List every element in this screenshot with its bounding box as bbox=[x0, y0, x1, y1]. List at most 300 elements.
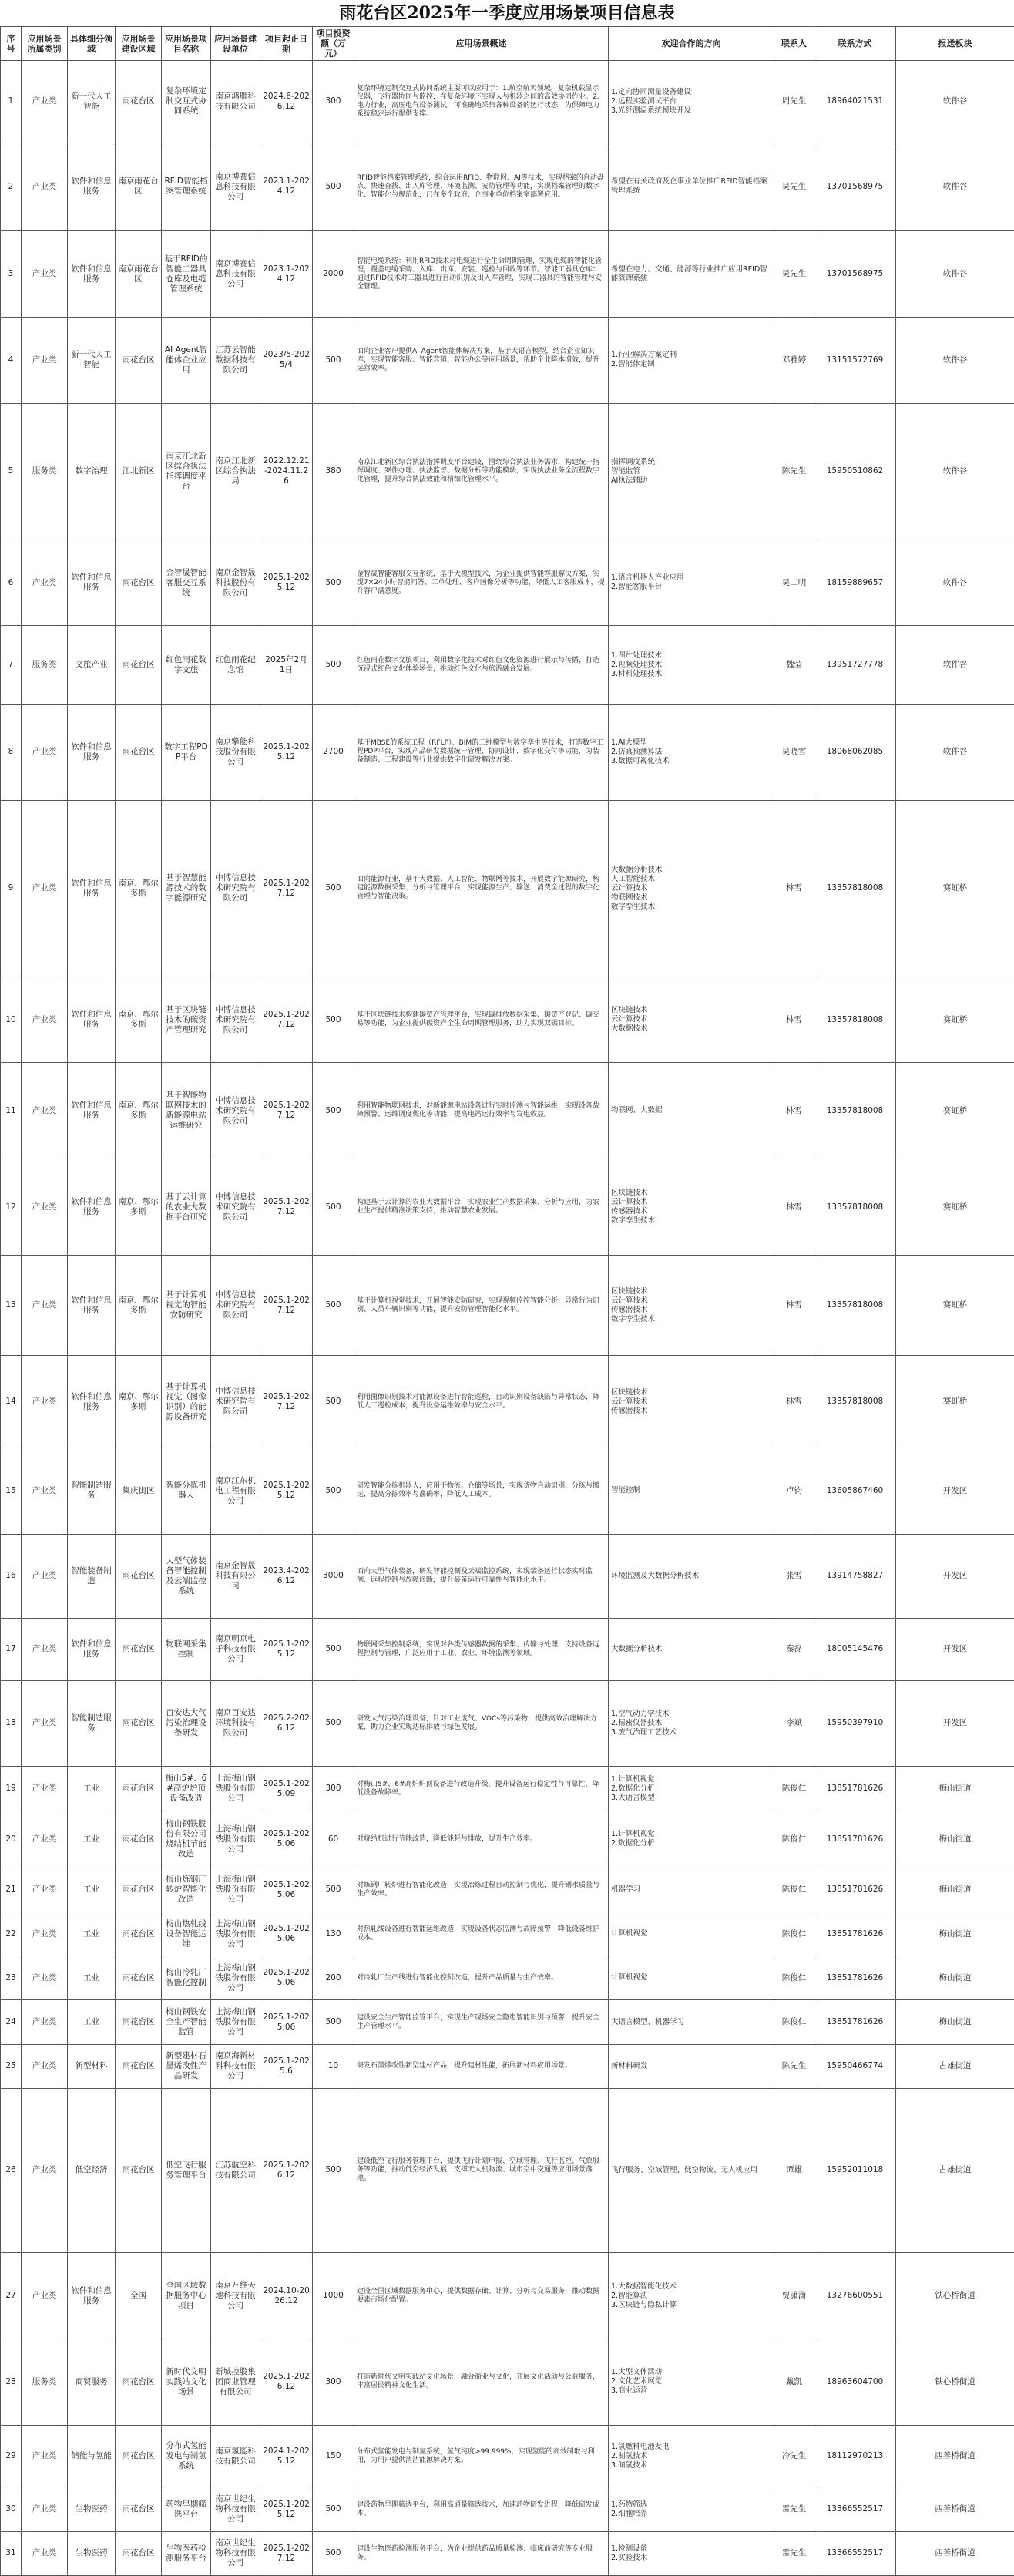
project-name-cell: 梅山炼钢厂转炉智能化改造 bbox=[162, 1868, 211, 1912]
board-cell: 开发区 bbox=[896, 1618, 1014, 1680]
contact-cell: 陈俊仁 bbox=[774, 1811, 814, 1868]
field-cell: 生物医药 bbox=[68, 2487, 116, 2531]
phone-cell: 13357818008 bbox=[814, 1063, 896, 1159]
field-cell: 软件和信息服务 bbox=[68, 143, 116, 230]
unit-cell: 红色雨花纪念馆 bbox=[211, 626, 260, 704]
field-cell: 工业 bbox=[68, 1956, 116, 2000]
unit-cell: 中博信息技术研究院有限公司 bbox=[211, 1256, 260, 1356]
table-row bbox=[1, 1767, 1014, 1811]
category-cell: 产业类 bbox=[22, 2487, 68, 2531]
board-cell: 软件谷 bbox=[896, 61, 1014, 143]
category-cell: 产业类 bbox=[22, 2044, 68, 2088]
row-number: 1 bbox=[1, 61, 22, 143]
table-row bbox=[1, 1356, 1014, 1448]
cooperation-cell: 大语言模型、机器学习 bbox=[609, 2000, 774, 2044]
header-cell: 应用场景建设单位 bbox=[211, 27, 260, 61]
phone-cell: 18963604700 bbox=[814, 2339, 896, 2425]
investment-cell: 3000 bbox=[313, 1534, 354, 1618]
area-cell: 雨花台区 bbox=[116, 2487, 162, 2531]
date-cell: 2022.12.21-2024.11.26 bbox=[260, 403, 313, 540]
board-cell: 铁心桥街道 bbox=[896, 2253, 1014, 2339]
investment-cell: 2000 bbox=[313, 231, 354, 318]
header-cell: 应用场景建设区域 bbox=[116, 27, 162, 61]
unit-cell: 南京江东机电工程有限公司 bbox=[211, 1448, 260, 1534]
date-cell: 2025.1-2025.12 bbox=[260, 2487, 313, 2531]
phone-cell: 13851781626 bbox=[814, 1767, 896, 1811]
board-cell: 梅山街道 bbox=[896, 2000, 1014, 2044]
date-cell: 2025.2-2026.12 bbox=[260, 1680, 313, 1767]
unit-cell: 南京百安达环境科技有限公司 bbox=[211, 1680, 260, 1767]
category-cell: 产业类 bbox=[22, 1534, 68, 1618]
unit-cell: 中博信息技术研究院有限公司 bbox=[211, 800, 260, 977]
cooperation-cell: 希望在电力、交通、能源等行业推广应用RFID智能管理系统 bbox=[609, 231, 774, 318]
category-cell: 产业类 bbox=[22, 800, 68, 977]
table-row bbox=[1, 2253, 1014, 2339]
field-cell: 软件和信息服务 bbox=[68, 1356, 116, 1448]
investment-cell: 500 bbox=[313, 2487, 354, 2531]
board-cell: 软件谷 bbox=[896, 317, 1014, 403]
row-number: 5 bbox=[1, 403, 22, 540]
contact-cell: 吴二明 bbox=[774, 540, 814, 626]
date-cell: 2025.1-2025.12 bbox=[260, 540, 313, 626]
row-number: 16 bbox=[1, 1534, 22, 1618]
category-cell: 产业类 bbox=[22, 2000, 68, 2044]
description-cell: 基于计算机视觉技术，开展智能安防研究，实现视频监控智能分析、异常行为识别、人员车辆识别等功能，提升安防管理智能化水平。 bbox=[354, 1256, 609, 1356]
field-cell: 工业 bbox=[68, 2000, 116, 2044]
table-row bbox=[1, 540, 1014, 626]
board-cell: 软件谷 bbox=[896, 704, 1014, 800]
table-row bbox=[1, 1256, 1014, 1356]
investment-cell: 300 bbox=[313, 61, 354, 143]
area-cell: 雨花台区 bbox=[116, 626, 162, 704]
description-cell: 智能电缆系统：利用RFID技术对电缆进行全生命周期管理，实现电缆的智能化管理，覆盖电缆采购、入库、出库、安装、巡检与回收等环节。智能工器具仓库：通过RFID技术对工器具进行自动识别及出入库管理，实现工器具的智能管理与安全管理。 bbox=[354, 231, 609, 318]
row-number: 7 bbox=[1, 626, 22, 704]
description-cell: 利用图像识别技术对能源设备进行智能巡检，自动识别设备缺陷与异常状态，降低人工巡检成本，提升设备运维效率与安全水平。 bbox=[354, 1356, 609, 1448]
phone-cell: 18112970213 bbox=[814, 2425, 896, 2487]
area-cell: 江北新区 bbox=[116, 403, 162, 540]
row-number: 17 bbox=[1, 1618, 22, 1680]
unit-cell: 南京博赛信息科技有限公司 bbox=[211, 231, 260, 318]
unit-cell: 中博信息技术研究院有限公司 bbox=[211, 1063, 260, 1159]
investment-cell: 300 bbox=[313, 1767, 354, 1811]
field-cell: 智能制造服务 bbox=[68, 1448, 116, 1534]
field-cell: 低空经济 bbox=[68, 2088, 116, 2252]
contact-cell: 周先生 bbox=[774, 61, 814, 143]
table-row bbox=[1, 626, 1014, 704]
investment-cell: 500 bbox=[313, 2531, 354, 2575]
table-row bbox=[1, 1448, 1014, 1534]
date-cell: 2024.6-2026.12 bbox=[260, 61, 313, 143]
unit-cell: 南京博赛信息科技有限公司 bbox=[211, 143, 260, 230]
description-cell: 建设药物早期筛选平台，利用高通量筛选技术，加速药物研发进程，降低研发成本。 bbox=[354, 2487, 609, 2531]
date-cell: 2025.1-2026.12 bbox=[260, 2088, 313, 2252]
header-cell: 应用场景概述 bbox=[354, 27, 609, 61]
row-number: 10 bbox=[1, 977, 22, 1063]
row-number: 2 bbox=[1, 143, 22, 230]
area-cell: 集庆街区 bbox=[116, 1448, 162, 1534]
contact-cell: 陈先生 bbox=[774, 2044, 814, 2088]
table-row bbox=[1, 1618, 1014, 1680]
description-cell: 研发大气污染治理设备，针对工业废气、VOCs等污染物，提供高效治理解决方案，助力企业实现达标排放与绿色发展。 bbox=[354, 1680, 609, 1767]
area-cell: 雨花台区 bbox=[116, 2088, 162, 2252]
contact-cell: 陈俊仁 bbox=[774, 1956, 814, 2000]
cooperation-cell: 计算机视觉 bbox=[609, 1956, 774, 2000]
date-cell: 2025.1-2027.12 bbox=[260, 977, 313, 1063]
cooperation-cell: 区块链技术 云计算技术 大数据技术 bbox=[609, 977, 774, 1063]
phone-cell: 13357818008 bbox=[814, 1256, 896, 1356]
category-cell: 服务类 bbox=[22, 626, 68, 704]
row-number: 8 bbox=[1, 704, 22, 800]
investment-cell: 500 bbox=[313, 317, 354, 403]
project-name-cell: 数字工程PDP平台 bbox=[162, 704, 211, 800]
investment-cell: 200 bbox=[313, 1956, 354, 2000]
field-cell: 工业 bbox=[68, 1912, 116, 1956]
table-row bbox=[1, 1868, 1014, 1912]
contact-cell: 陈俊仁 bbox=[774, 2000, 814, 2044]
category-cell: 产业类 bbox=[22, 1811, 68, 1868]
investment-cell: 500 bbox=[313, 540, 354, 626]
cooperation-cell: 1.计算机视觉 2.数据化分析 3.大语言模型 bbox=[609, 1767, 774, 1811]
table-row bbox=[1, 2044, 1014, 2088]
contact-cell: 张雪 bbox=[774, 1534, 814, 1618]
unit-cell: 江苏航空科技有限公司 bbox=[211, 2088, 260, 2252]
area-cell: 南京、鄂尔多斯 bbox=[116, 1356, 162, 1448]
project-name-cell: 复杂环境定制交互式协同系统 bbox=[162, 61, 211, 143]
cooperation-cell: 1.语言机器人产业应用 2.智能客服平台 bbox=[609, 540, 774, 626]
row-number: 9 bbox=[1, 800, 22, 977]
description-cell: 金智晟智能客服交互系统，基于大模型技术，为企业提供智能客服解决方案，实现7×24小时智能问答、工单处理、客户画像分析等功能，降低人工客服成本，提升客户满意度。 bbox=[354, 540, 609, 626]
cooperation-cell: 机器学习 bbox=[609, 1868, 774, 1912]
date-cell: 2025年2月1日 bbox=[260, 626, 313, 704]
phone-cell: 15950397910 bbox=[814, 1680, 896, 1767]
project-name-cell: 低空飞行服务管理平台 bbox=[162, 2088, 211, 2252]
date-cell: 2023.4-2026.12 bbox=[260, 1534, 313, 1618]
cooperation-cell: 1.AI大模型 2.仿真预测算法 3.数据可视化技术 bbox=[609, 704, 774, 800]
investment-cell: 500 bbox=[313, 1356, 354, 1448]
investment-cell: 500 bbox=[313, 800, 354, 977]
date-cell: 2025.1-2025.09 bbox=[260, 1767, 313, 1811]
phone-cell: 13605867460 bbox=[814, 1448, 896, 1534]
category-cell: 产业类 bbox=[22, 1767, 68, 1811]
field-cell: 新一代人工智能 bbox=[68, 61, 116, 143]
table-row bbox=[1, 2487, 1014, 2531]
unit-cell: 南京氢能科技有限公司 bbox=[211, 2425, 260, 2487]
description-cell: 物联网采集控制系统，实现对各类传感器数据的采集、传输与处理，支持设备远程控制与管理，广泛应用于工业、农业、环境监测等领域。 bbox=[354, 1618, 609, 1680]
date-cell: 2023.1-2024.12 bbox=[260, 231, 313, 318]
board-cell: 赛虹桥 bbox=[896, 1356, 1014, 1448]
phone-cell: 18005145476 bbox=[814, 1618, 896, 1680]
cooperation-cell: 1.药物筛选 2.细胞培养 bbox=[609, 2487, 774, 2531]
date-cell: 2025.1-2025.06 bbox=[260, 1956, 313, 2000]
field-cell: 生物医药 bbox=[68, 2531, 116, 2575]
phone-cell: 13851781626 bbox=[814, 1811, 896, 1868]
row-number: 3 bbox=[1, 231, 22, 318]
field-cell: 数字治理 bbox=[68, 403, 116, 540]
description-cell: RFID智能档案管理系统，综合运用RFID、物联网、AI等技术，实现档案的自动盘点、快速查找、出入库管理、环境监测、安防管理等功能，实现档案管理的数字化、智能化与规范化，已在多个政府、企事业单位档案室部署应用。 bbox=[354, 143, 609, 230]
header-cell: 项目起止日期 bbox=[260, 27, 313, 61]
cooperation-cell: 物联网、大数据 bbox=[609, 1063, 774, 1159]
project-name-cell: 基于智能物联网技术的新能源电站运维研究 bbox=[162, 1063, 211, 1159]
row-number: 21 bbox=[1, 1868, 22, 1912]
page-title: 雨花台区2025年一季度应用场景项目信息表 bbox=[339, 3, 675, 23]
cooperation-cell: 1.定向协同测量设备建设 2.远程实验测试平台 3.光纤测温系统模块开发 bbox=[609, 61, 774, 143]
date-cell: 2025.1-2025.12 bbox=[260, 704, 313, 800]
area-cell: 雨花台区 bbox=[116, 1811, 162, 1868]
project-name-cell: 基于区块链技术的碳资产管理研究 bbox=[162, 977, 211, 1063]
description-cell: 南京江北新区综合执法指挥调度平台建设，围绕综合执法业务需求，构建统一指挥调度、案件办理、执法监督、数据分析等功能模块，实现执法业务全流程数字化管理，提升综合执法效能和精细化管理水平。 bbox=[354, 403, 609, 540]
contact-cell: 吴晓雪 bbox=[774, 704, 814, 800]
unit-cell: 南京金智晟科技股份有限公司 bbox=[211, 540, 260, 626]
project-name-cell: 新型建材石墨烯改性产品研发 bbox=[162, 2044, 211, 2088]
row-number: 31 bbox=[1, 2531, 22, 2575]
date-cell: 2025.1-2027.12 bbox=[260, 1256, 313, 1356]
unit-cell: 上海梅山钢铁股份有限公司 bbox=[211, 1868, 260, 1912]
investment-cell: 380 bbox=[313, 403, 354, 540]
area-cell: 雨花台区 bbox=[116, 2531, 162, 2575]
date-cell: 2025.1-2025.06 bbox=[260, 1811, 313, 1868]
project-name-cell: 红色雨花数字文旅 bbox=[162, 626, 211, 704]
contact-cell: 戴凯 bbox=[774, 2339, 814, 2425]
header-cell: 应用场景项目名称 bbox=[162, 27, 211, 61]
area-cell: 雨花台区 bbox=[116, 1868, 162, 1912]
category-cell: 产业类 bbox=[22, 1618, 68, 1680]
phone-cell: 13851781626 bbox=[814, 1956, 896, 2000]
unit-cell: 南京世纪生物科技有限公司 bbox=[211, 2531, 260, 2575]
category-cell: 产业类 bbox=[22, 1356, 68, 1448]
description-cell: 利用智能物联网技术，对新能源电站设备进行实时监测与智能运维，实现设备故障预警、运维调度优化等功能，提高电站运行效率与发电收益。 bbox=[354, 1063, 609, 1159]
board-cell: 梅山街道 bbox=[896, 1912, 1014, 1956]
unit-cell: 南京鸿雁科技有限公司 bbox=[211, 61, 260, 143]
description-cell: 建设全国区域数据服务中心，提供数据存储、计算、分析与交易服务，推动数据要素市场化配置。 bbox=[354, 2253, 609, 2339]
project-name-cell: 梅山热轧线设备智能运维 bbox=[162, 1912, 211, 1956]
unit-cell: 南京金智晟科技有限公司 bbox=[211, 1534, 260, 1618]
area-cell: 雨花台区 bbox=[116, 2000, 162, 2044]
cooperation-cell: 1.计算机视觉 2.数据化分析 bbox=[609, 1811, 774, 1868]
phone-cell: 15950510862 bbox=[814, 403, 896, 540]
description-cell: 复杂环境定制交互式协同系统主要可以应用于：1.航空航天领域，复杂机载显示仪器，飞行器协同与监控，在复杂环境下实现人与机器之间的高效协同作业。2.电力行业，高压电气设备测试，可准确地采集各种设备的运行状态，为保障电力系统稳定运行提供支撑。 bbox=[354, 61, 609, 143]
description-cell: 分布式氢能发电与制氢系统，氢气纯度>99.999%，实现氢能的高效制取与利用，为用户提供清洁能源解决方案。 bbox=[354, 2425, 609, 2487]
field-cell: 工业 bbox=[68, 1767, 116, 1811]
project-name-cell: 智能分拣机器人 bbox=[162, 1448, 211, 1534]
area-cell: 南京、鄂尔多斯 bbox=[116, 1256, 162, 1356]
category-cell: 产业类 bbox=[22, 231, 68, 318]
cooperation-cell: 1.空气动力学技术 2.精密仪器技术 3.废气治理工艺技术 bbox=[609, 1680, 774, 1767]
field-cell: 软件和信息服务 bbox=[68, 800, 116, 977]
category-cell: 产业类 bbox=[22, 2531, 68, 2575]
date-cell: 2025.1-2027.12 bbox=[260, 1063, 313, 1159]
contact-cell: 林雪 bbox=[774, 1063, 814, 1159]
header-cell: 具体细分领域 bbox=[68, 27, 116, 61]
phone-cell: 13357818008 bbox=[814, 1159, 896, 1256]
table-row bbox=[1, 1159, 1014, 1256]
row-number: 14 bbox=[1, 1356, 22, 1448]
field-cell: 新一代人工智能 bbox=[68, 317, 116, 403]
unit-cell: 南京海新材料科技有限公司 bbox=[211, 2044, 260, 2088]
area-cell: 雨花台区 bbox=[116, 1680, 162, 1767]
field-cell: 智能制造服务 bbox=[68, 1680, 116, 1767]
contact-cell: 林雪 bbox=[774, 1356, 814, 1448]
category-cell: 产业类 bbox=[22, 704, 68, 800]
board-cell: 赛虹桥 bbox=[896, 1256, 1014, 1356]
table-row bbox=[1, 1956, 1014, 2000]
contact-cell: 雷先生 bbox=[774, 2531, 814, 2575]
row-number: 19 bbox=[1, 1767, 22, 1811]
table-row bbox=[1, 2000, 1014, 2044]
category-cell: 产业类 bbox=[22, 1680, 68, 1767]
phone-cell: 13357818008 bbox=[814, 800, 896, 977]
project-name-cell: 梅山冷轧厂智能化控制 bbox=[162, 1956, 211, 2000]
project-name-cell: RFID智能档案管理系统 bbox=[162, 143, 211, 230]
contact-cell: 魏莹 bbox=[774, 626, 814, 704]
row-number: 30 bbox=[1, 2487, 22, 2531]
phone-cell: 15950466774 bbox=[814, 2044, 896, 2088]
category-cell: 产业类 bbox=[22, 1256, 68, 1356]
table-row bbox=[1, 2339, 1014, 2425]
description-cell: 对梅山5#、6#高炉炉顶设备进行改造升级，提升设备运行稳定性与可靠性，降低设备故障率。 bbox=[354, 1767, 609, 1811]
board-cell: 梅山街道 bbox=[896, 1767, 1014, 1811]
contact-cell: 陈俊仁 bbox=[774, 1912, 814, 1956]
investment-cell: 500 bbox=[313, 1448, 354, 1534]
date-cell: 2025.1-2025.06 bbox=[260, 1868, 313, 1912]
table-row bbox=[1, 231, 1014, 318]
board-cell: 西善桥街道 bbox=[896, 2425, 1014, 2487]
unit-cell: 上海梅山钢铁股份有限公司 bbox=[211, 1912, 260, 1956]
board-cell: 赛虹桥 bbox=[896, 1159, 1014, 1256]
investment-cell: 130 bbox=[313, 1912, 354, 1956]
row-number: 23 bbox=[1, 1956, 22, 2000]
contact-cell: 冷先生 bbox=[774, 2425, 814, 2487]
unit-cell: 南京擎能科技股份有限公司 bbox=[211, 704, 260, 800]
cooperation-cell: 新材料研发 bbox=[609, 2044, 774, 2088]
table-row bbox=[1, 704, 1014, 800]
category-cell: 产业类 bbox=[22, 977, 68, 1063]
contact-cell: 林雪 bbox=[774, 1159, 814, 1256]
board-cell: 梅山街道 bbox=[896, 1956, 1014, 2000]
description-cell: 基于区块链技术构建碳资产管理平台，实现碳排放数据采集、碳资产登记、碳交易等功能，为企业提供碳资产全生命周期管理服务，助力实现双碳目标。 bbox=[354, 977, 609, 1063]
cooperation-cell: 区块链技术 云计算技术 传感器技术 数字孪生技术 bbox=[609, 1256, 774, 1356]
cooperation-cell: 指挥调度系统 智能监管 AI执法辅助 bbox=[609, 403, 774, 540]
row-number: 11 bbox=[1, 1063, 22, 1159]
category-cell: 产业类 bbox=[22, 2253, 68, 2339]
cooperation-cell: 大数据分析技术 bbox=[609, 1618, 774, 1680]
date-cell: 2025.1-2027.12 bbox=[260, 1159, 313, 1256]
area-cell: 南京、鄂尔多斯 bbox=[116, 1159, 162, 1256]
project-name-cell: 百安达大气污染治理设备研发 bbox=[162, 1680, 211, 1767]
date-cell: 2025.1-2027.12 bbox=[260, 1356, 313, 1448]
unit-cell: 中博信息技术研究院有限公司 bbox=[211, 1159, 260, 1256]
field-cell: 软件和信息服务 bbox=[68, 231, 116, 318]
description-cell: 对冷轧厂生产线进行智能化控制改造，提升产品质量与生产效率。 bbox=[354, 1956, 609, 2000]
contact-cell: 陈俊仁 bbox=[774, 1767, 814, 1811]
area-cell: 雨花台区 bbox=[116, 61, 162, 143]
contact-cell: 雷先生 bbox=[774, 2487, 814, 2531]
investment-cell: 500 bbox=[313, 1680, 354, 1767]
board-cell: 赛虹桥 bbox=[896, 977, 1014, 1063]
area-cell: 雨花台区 bbox=[116, 2044, 162, 2088]
field-cell: 新型材料 bbox=[68, 2044, 116, 2088]
field-cell: 智能装备制造 bbox=[68, 1534, 116, 1618]
table-row bbox=[1, 977, 1014, 1063]
project-name-cell: 梅山钢铁股份有限公司烧结机节能改造 bbox=[162, 1811, 211, 1868]
description-cell: 建设生物医药检测服务平台，为企业提供药品质量检测、临床前研究等专业服务。 bbox=[354, 2531, 609, 2575]
board-cell: 软件谷 bbox=[896, 540, 1014, 626]
phone-cell: 13366552517 bbox=[814, 2531, 896, 2575]
category-cell: 产业类 bbox=[22, 1159, 68, 1256]
phone-cell: 13951727778 bbox=[814, 626, 896, 704]
board-cell: 开发区 bbox=[896, 1680, 1014, 1767]
category-cell: 产业类 bbox=[22, 1063, 68, 1159]
investment-cell: 500 bbox=[313, 1618, 354, 1680]
date-cell: 2024.10-2026.12 bbox=[260, 2253, 313, 2339]
area-cell: 南京、鄂尔多斯 bbox=[116, 1063, 162, 1159]
area-cell: 雨花台区 bbox=[116, 1534, 162, 1618]
cooperation-cell: 大数据分析技术 人工智能技术 云计算技术 物联网技术 数字孪生技术 bbox=[609, 800, 774, 977]
board-cell: 开发区 bbox=[896, 1534, 1014, 1618]
investment-cell: 1000 bbox=[313, 2253, 354, 2339]
contact-cell: 谭雄 bbox=[774, 2088, 814, 2252]
project-name-cell: 基于计算机视觉（图像识别）的能源设备研究 bbox=[162, 1356, 211, 1448]
date-cell: 2023/5-2025/4 bbox=[260, 317, 313, 403]
description-cell: 建设安全生产智能监管平台，实现生产现场安全隐患智能识别与预警，提升安全生产管理水平。 bbox=[354, 2000, 609, 2044]
project-name-cell: 梅山钢铁安全生产智能监管 bbox=[162, 2000, 211, 2044]
contact-cell: 陈俊仁 bbox=[774, 1868, 814, 1912]
project-name-cell: 生物医药检测服务平台 bbox=[162, 2531, 211, 2575]
description-cell: 建设低空飞行服务管理平台，提供飞行计划申报、空域管理、飞行监控、气象服务等功能，推动低空经济发展，支撑无人机物流、城市空中交通等应用场景落地。 bbox=[354, 2088, 609, 2252]
row-number: 13 bbox=[1, 1256, 22, 1356]
project-name-cell: 药物早期筛选平台 bbox=[162, 2487, 211, 2531]
area-cell: 雨花台区 bbox=[116, 317, 162, 403]
project-name-cell: 全国区域数据服务中心项目 bbox=[162, 2253, 211, 2339]
area-cell: 南京雨花台区 bbox=[116, 143, 162, 230]
date-cell: 2025.1-2027.12 bbox=[260, 800, 313, 977]
date-cell: 2024.1-2025.12 bbox=[260, 2425, 313, 2487]
category-cell: 产业类 bbox=[22, 540, 68, 626]
table-row bbox=[1, 2088, 1014, 2252]
unit-cell: 中博信息技术研究院有限公司 bbox=[211, 1356, 260, 1448]
board-cell: 铁心桥街道 bbox=[896, 2339, 1014, 2425]
table-row bbox=[1, 61, 1014, 143]
investment-cell: 500 bbox=[313, 1063, 354, 1159]
category-cell: 产业类 bbox=[22, 2425, 68, 2487]
board-cell: 赛虹桥 bbox=[896, 1063, 1014, 1159]
unit-cell: 南京明京电子科技有限公司 bbox=[211, 1618, 260, 1680]
cooperation-cell: 1.大数据智能化技术 2.智能算法 3.区块链与隐私计算 bbox=[609, 2253, 774, 2339]
project-name-cell: 金智晟智能客服交互系统 bbox=[162, 540, 211, 626]
unit-cell: 南京万维天地科技有限公司 bbox=[211, 2253, 260, 2339]
category-cell: 产业类 bbox=[22, 1912, 68, 1956]
description-cell: 面向大型气体装备，研发智能控制及云端监控系统，实现装备运行状态实时监测、远程控制与故障诊断，提升装备运行可靠性与智能化水平。 bbox=[354, 1534, 609, 1618]
row-number: 28 bbox=[1, 2339, 22, 2425]
phone-cell: 18068062085 bbox=[814, 704, 896, 800]
date-cell: 2023.1-2024.12 bbox=[260, 143, 313, 230]
investment-cell: 150 bbox=[313, 2425, 354, 2487]
row-number: 29 bbox=[1, 2425, 22, 2487]
header-row bbox=[1, 27, 1014, 61]
unit-cell: 上海梅山钢铁股份有限公司 bbox=[211, 1956, 260, 2000]
field-cell: 软件和信息服务 bbox=[68, 704, 116, 800]
investment-cell: 500 bbox=[313, 2088, 354, 2252]
area-cell: 雨花台区 bbox=[116, 540, 162, 626]
project-name-cell: 物联网采集控制 bbox=[162, 1618, 211, 1680]
phone-cell: 13851781626 bbox=[814, 2000, 896, 2044]
row-number: 25 bbox=[1, 2044, 22, 2088]
cooperation-cell: 区块链技术 云计算技术 传感器技术 bbox=[609, 1356, 774, 1448]
contact-cell: 吴先生 bbox=[774, 231, 814, 318]
cooperation-cell: 计算机视觉 bbox=[609, 1912, 774, 1956]
cooperation-cell: 环境监测及大数据分析技术 bbox=[609, 1534, 774, 1618]
cooperation-cell: 1.行业解决方案定制 2.智能体定制 bbox=[609, 317, 774, 403]
phone-cell: 13851781626 bbox=[814, 1868, 896, 1912]
